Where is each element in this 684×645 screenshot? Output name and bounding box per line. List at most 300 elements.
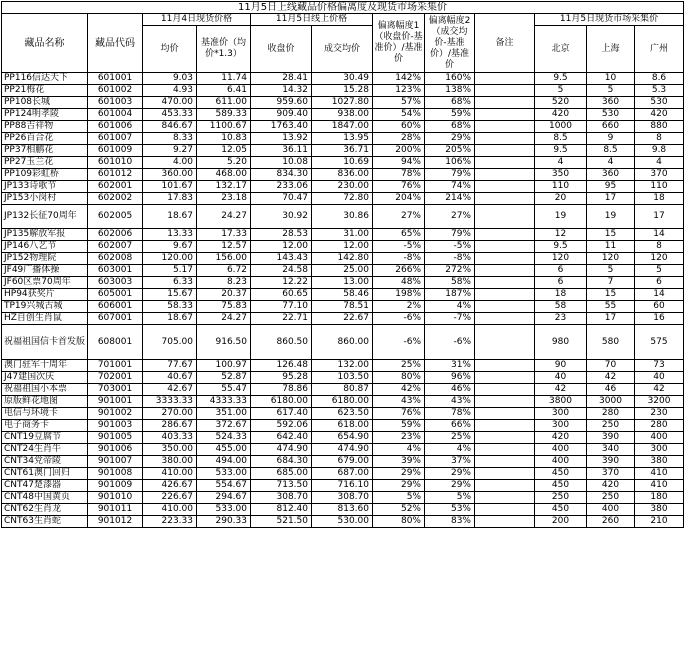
cell-close-price: 36.11 [251,145,312,157]
table-body [2,73,684,528]
cell-code: 601001 [88,73,143,85]
cell-dev1: 43% [373,396,425,408]
cell-dev1: 60% [373,121,425,133]
cell-avg-price: 846.67 [143,121,197,133]
cell-close-price: 521.50 [251,516,312,528]
cell-beijing: 400 [535,456,587,468]
table-row [2,420,684,432]
cell-shanghai: 55 [587,301,635,313]
cell-avg-price: 42.67 [143,384,197,396]
cell-avg-price: 9.67 [143,241,197,253]
cell-name: JP132长征70周年 [2,205,88,229]
cell-shanghai: 370 [587,468,635,480]
cell-beijing: 6 [535,265,587,277]
cell-remark [475,253,535,265]
table-row [2,133,684,145]
cell-code: 601007 [88,133,143,145]
cell-name: JP135解放军报 [2,229,88,241]
cell-beijing: 3800 [535,396,587,408]
cell-deal-avg: 142.80 [312,253,373,265]
cell-dev2: 160% [425,73,475,85]
cell-close-price: 22.71 [251,313,312,325]
cell-remark [475,205,535,229]
cell-shanghai: 420 [587,480,635,492]
cell-name: PP116信达天下 [2,73,88,85]
cell-remark [475,492,535,504]
cell-base-price: 23.18 [197,193,251,205]
cell-dev2: 59% [425,109,475,121]
cell-name: 电信与环境卡 [2,408,88,420]
cell-base-price: 294.67 [197,492,251,504]
cell-base-price: 100.97 [197,360,251,372]
cell-remark [475,277,535,289]
table-row [2,432,684,444]
table-row [2,169,684,181]
cell-dev2: 29% [425,133,475,145]
cell-deal-avg: 25.00 [312,265,373,277]
cell-guangzhou: 17 [635,205,684,229]
cell-close-price: 1763.40 [251,121,312,133]
cell-avg-price: 223.33 [143,516,197,528]
table-row [2,193,684,205]
cell-avg-price: 4.93 [143,85,197,97]
cell-deal-avg: 230.00 [312,181,373,193]
cell-shanghai: 15 [587,229,635,241]
cell-beijing: 520 [535,97,587,109]
cell-name: J47建国次庆 [2,372,88,384]
cell-dev1: 59% [373,420,425,432]
table-row [2,229,684,241]
cell-shanghai: 390 [587,432,635,444]
cell-avg-price: 470.00 [143,97,197,109]
cell-dev2: 4% [425,301,475,313]
cell-beijing: 4 [535,157,587,169]
cell-close-price: 592.06 [251,420,312,432]
header-deal-avg: 成交均价 [312,26,373,73]
cell-base-price: 20.37 [197,289,251,301]
cell-avg-price: 453.33 [143,109,197,121]
cell-code: 901001 [88,396,143,408]
cell-base-price: 55.47 [197,384,251,396]
cell-dev1: 25% [373,360,425,372]
cell-dev2: 29% [425,480,475,492]
cell-close-price: 70.47 [251,193,312,205]
cell-avg-price: 77.67 [143,360,197,372]
cell-dev2: 106% [425,157,475,169]
cell-base-price: 290.33 [197,516,251,528]
cell-shanghai: 10 [587,73,635,85]
cell-shanghai: 3000 [587,396,635,408]
header-dev2: 偏离幅度2（成交均价-基准价）/基准价 [425,14,475,73]
cell-beijing: 90 [535,360,587,372]
cell-dev2: -8% [425,253,475,265]
cell-dev1: 4% [373,444,425,456]
cell-close-price: 60.65 [251,289,312,301]
cell-close-price: 12.00 [251,241,312,253]
cell-code: 601004 [88,109,143,121]
cell-deal-avg: 623.50 [312,408,373,420]
cell-remark [475,265,535,277]
cell-base-price: 132.17 [197,181,251,193]
cell-name: PP124明孝陵 [2,109,88,121]
cell-beijing: 250 [535,492,587,504]
cell-avg-price: 403.33 [143,432,197,444]
cell-name: JF60区票70周年 [2,277,88,289]
cell-code: 601002 [88,85,143,97]
cell-guangzhou: 410 [635,468,684,480]
cell-close-price: 617.40 [251,408,312,420]
cell-avg-price: 8.33 [143,133,197,145]
cell-name: 澳门驻军十周年 [2,360,88,372]
cell-guangzhou: 14 [635,229,684,241]
cell-shanghai: 9 [587,133,635,145]
cell-shanghai: 260 [587,516,635,528]
price-table-container [1,1,683,641]
cell-avg-price: 360.00 [143,169,197,181]
cell-name: 原版鲜花地图 [2,396,88,408]
cell-close-price: 13.92 [251,133,312,145]
cell-code: 703001 [88,384,143,396]
cell-shanghai: 17 [587,313,635,325]
cell-close-price: 28.53 [251,229,312,241]
cell-base-price: 10.83 [197,133,251,145]
cell-remark [475,456,535,468]
cell-shanghai: 95 [587,181,635,193]
cell-dev1: 39% [373,456,425,468]
cell-close-price: 77.10 [251,301,312,313]
table-row [2,516,684,528]
cell-guangzhou: 8 [635,241,684,253]
cell-remark [475,169,535,181]
cell-guangzhou: 110 [635,181,684,193]
cell-avg-price: 120.00 [143,253,197,265]
cell-code: 901012 [88,516,143,528]
cell-base-price: 17.33 [197,229,251,241]
cell-deal-avg: 36.71 [312,145,373,157]
cell-dev2: 79% [425,169,475,181]
cell-dev1: -6% [373,313,425,325]
cell-name: PP88吉祥物 [2,121,88,133]
cell-dev2: 37% [425,456,475,468]
cell-dev1: 29% [373,468,425,480]
cell-guangzhou: 380 [635,504,684,516]
cell-beijing: 8.5 [535,133,587,145]
cell-avg-price: 426.67 [143,480,197,492]
cell-remark [475,516,535,528]
cell-dev2: 78% [425,408,475,420]
cell-dev2: 53% [425,504,475,516]
cell-base-price: 8.23 [197,277,251,289]
cell-dev2: 68% [425,97,475,109]
cell-guangzhou: 6 [635,277,684,289]
cell-remark [475,133,535,145]
cell-shanghai: 360 [587,97,635,109]
cell-beijing: 19 [535,205,587,229]
cell-close-price: 10.08 [251,157,312,169]
cell-shanghai: 11 [587,241,635,253]
cell-guangzhou: 300 [635,444,684,456]
cell-guangzhou: 9.8 [635,145,684,157]
cell-remark [475,229,535,241]
cell-guangzhou: 8.6 [635,73,684,85]
cell-remark [475,360,535,372]
cell-guangzhou: 5 [635,265,684,277]
cell-remark [475,504,535,516]
cell-base-price: 455.00 [197,444,251,456]
table-title: 11月5日上线藏品价格偏离度及现货市场采集价 [2,2,684,14]
cell-close-price: 14.32 [251,85,312,97]
table-row [2,313,684,325]
cell-shanghai: 42 [587,372,635,384]
cell-base-price: 533.00 [197,468,251,480]
cell-name: JP146八艺节 [2,241,88,253]
cell-name: PP21梅花 [2,85,88,97]
cell-guangzhou: 230 [635,408,684,420]
cell-code: 901008 [88,468,143,480]
cell-guangzhou: 42 [635,384,684,396]
cell-dev1: 2% [373,301,425,313]
table-row [2,121,684,133]
table-row [2,444,684,456]
cell-remark [475,408,535,420]
cell-deal-avg: 618.00 [312,420,373,432]
cell-remark [475,121,535,133]
cell-dev2: 66% [425,420,475,432]
header-guangzhou: 广州 [635,26,684,73]
cell-close-price: 909.40 [251,109,312,121]
cell-code: 602007 [88,241,143,253]
cell-beijing: 9.5 [535,73,587,85]
cell-dev2: 43% [425,396,475,408]
cell-remark [475,372,535,384]
cell-dev1: 52% [373,504,425,516]
cell-name: HP94获奖片 [2,289,88,301]
cell-dev2: 272% [425,265,475,277]
cell-beijing: 420 [535,432,587,444]
cell-remark [475,289,535,301]
cell-close-price: 24.58 [251,265,312,277]
cell-deal-avg: 813.60 [312,504,373,516]
header-beijing: 北京 [535,26,587,73]
cell-code: 901011 [88,504,143,516]
cell-base-price: 52.87 [197,372,251,384]
cell-guangzhou: 880 [635,121,684,133]
cell-avg-price: 705.00 [143,325,197,360]
table-row [2,408,684,420]
cell-beijing: 980 [535,325,587,360]
cell-dev1: 204% [373,193,425,205]
cell-deal-avg: 530.00 [312,516,373,528]
cell-remark [475,396,535,408]
cell-remark [475,384,535,396]
cell-code: 602002 [88,193,143,205]
table-row [2,145,684,157]
cell-shanghai: 660 [587,121,635,133]
cell-close-price: 860.50 [251,325,312,360]
cell-dev1: 42% [373,384,425,396]
table-row [2,181,684,193]
table-row [2,480,684,492]
cell-name: 祝福祖国信卡首发版 [2,325,88,360]
cell-dev2: -6% [425,325,475,360]
cell-code: 701001 [88,360,143,372]
cell-code: 901003 [88,420,143,432]
cell-base-price: 916.50 [197,325,251,360]
cell-avg-price: 58.33 [143,301,197,313]
table-row [2,492,684,504]
cell-close-price: 28.41 [251,73,312,85]
cell-code: 901010 [88,492,143,504]
cell-dev1: 198% [373,289,425,301]
cell-dev1: 48% [373,277,425,289]
table-row [2,456,684,468]
cell-name: 电子商务卡 [2,420,88,432]
cell-deal-avg: 1847.00 [312,121,373,133]
cell-dev1: 142% [373,73,425,85]
cell-beijing: 300 [535,420,587,432]
cell-deal-avg: 687.00 [312,468,373,480]
cell-close-price: 713.50 [251,480,312,492]
cell-dev1: 76% [373,181,425,193]
cell-dev1: 57% [373,97,425,109]
cell-avg-price: 18.67 [143,313,197,325]
cell-name: CNT62生肖龙 [2,504,88,516]
price-deviation-table [1,1,684,528]
cell-shanghai: 250 [587,420,635,432]
cell-avg-price: 6.33 [143,277,197,289]
cell-guangzhou: 370 [635,169,684,181]
cell-guangzhou: 8 [635,133,684,145]
table-row [2,85,684,97]
cell-guangzhou: 18 [635,193,684,205]
cell-name: TP19兴城古城 [2,301,88,313]
cell-dev2: 205% [425,145,475,157]
table-row [2,97,684,109]
cell-name: JP133诗歌节 [2,181,88,193]
cell-deal-avg: 103.50 [312,372,373,384]
cell-dev1: 80% [373,372,425,384]
cell-guangzhou: 120 [635,253,684,265]
cell-close-price: 233.06 [251,181,312,193]
cell-guangzhou: 60 [635,301,684,313]
cell-guangzhou: 400 [635,432,684,444]
cell-code: 901002 [88,408,143,420]
cell-base-price: 24.27 [197,313,251,325]
cell-code: 901007 [88,456,143,468]
cell-deal-avg: 6180.00 [312,396,373,408]
cell-dev2: 29% [425,468,475,480]
cell-beijing: 20 [535,193,587,205]
cell-shanghai: 580 [587,325,635,360]
cell-guangzhou: 40 [635,372,684,384]
cell-shanghai: 46 [587,384,635,396]
cell-code: 601009 [88,145,143,157]
cell-deal-avg: 12.00 [312,241,373,253]
header-avg-price: 均价 [143,26,197,73]
header-code: 藏品代码 [88,14,143,73]
cell-name: PP27玉兰花 [2,157,88,169]
cell-deal-avg: 13.00 [312,277,373,289]
cell-deal-avg: 679.00 [312,456,373,468]
cell-base-price: 6.72 [197,265,251,277]
cell-avg-price: 17.83 [143,193,197,205]
cell-guangzhou: 3200 [635,396,684,408]
cell-name: CNT24生肖牛 [2,444,88,456]
cell-base-price: 11.74 [197,73,251,85]
cell-avg-price: 40.67 [143,372,197,384]
cell-close-price: 308.70 [251,492,312,504]
cell-code: 608001 [88,325,143,360]
cell-name: CNT61澳门回归 [2,468,88,480]
table-row [2,372,684,384]
cell-shanghai: 17 [587,193,635,205]
table-row [2,360,684,372]
cell-guangzhou: 410 [635,480,684,492]
table-row [2,468,684,480]
cell-beijing: 350 [535,169,587,181]
cell-name: JP152物理院 [2,253,88,265]
cell-dev1: 65% [373,229,425,241]
cell-shanghai: 530 [587,109,635,121]
cell-beijing: 5 [535,85,587,97]
cell-avg-price: 3333.33 [143,396,197,408]
cell-base-price: 351.00 [197,408,251,420]
cell-beijing: 1000 [535,121,587,133]
cell-dev2: 79% [425,229,475,241]
cell-code: 606001 [88,301,143,313]
cell-remark [475,145,535,157]
cell-beijing: 300 [535,408,587,420]
cell-dev1: 28% [373,133,425,145]
cell-dev2: 4% [425,444,475,456]
cell-base-price: 589.33 [197,109,251,121]
header-name: 藏品名称 [2,14,88,73]
cell-remark [475,325,535,360]
cell-remark [475,193,535,205]
cell-close-price: 6180.00 [251,396,312,408]
cell-base-price: 533.00 [197,504,251,516]
table-row [2,384,684,396]
cell-beijing: 23 [535,313,587,325]
cell-name: PP108长城 [2,97,88,109]
cell-close-price: 684.30 [251,456,312,468]
cell-shanghai: 4 [587,157,635,169]
cell-dev1: -8% [373,253,425,265]
cell-dev2: 83% [425,516,475,528]
cell-remark [475,241,535,253]
table-row [2,205,684,229]
cell-close-price: 126.48 [251,360,312,372]
cell-shanghai: 19 [587,205,635,229]
table-row [2,157,684,169]
cell-guangzhou: 73 [635,360,684,372]
cell-avg-price: 4.00 [143,157,197,169]
cell-remark [475,444,535,456]
cell-deal-avg: 132.00 [312,360,373,372]
cell-beijing: 110 [535,181,587,193]
cell-dev1: 123% [373,85,425,97]
cell-remark [475,313,535,325]
cell-remark [475,73,535,85]
cell-code: 603001 [88,265,143,277]
cell-dev1: 27% [373,205,425,229]
cell-dev2: 214% [425,193,475,205]
cell-dev2: 27% [425,205,475,229]
cell-deal-avg: 78.51 [312,301,373,313]
cell-avg-price: 410.00 [143,468,197,480]
cell-code: 602001 [88,181,143,193]
cell-avg-price: 101.67 [143,181,197,193]
